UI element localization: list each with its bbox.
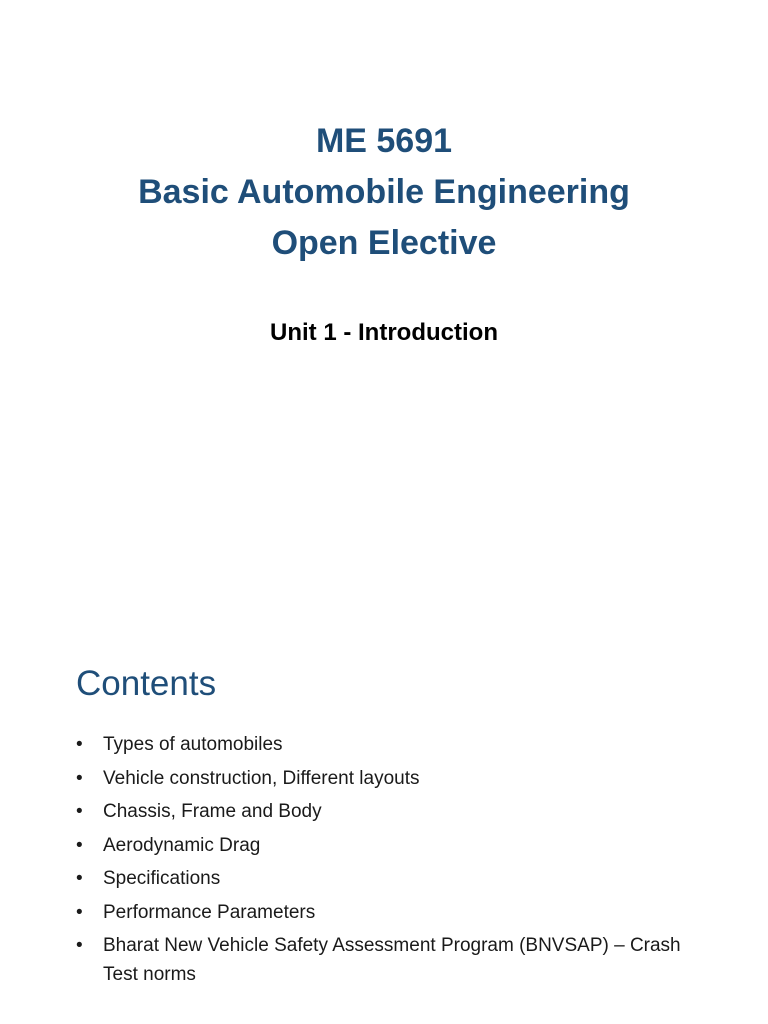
list-item-text: Aerodynamic Drag xyxy=(103,834,261,856)
contents-slide xyxy=(0,620,768,1024)
bullet-icon: • xyxy=(76,935,83,956)
list-item-text: Performance Parameters xyxy=(103,901,316,923)
list-item-text: Vehicle construction, Different layouts xyxy=(103,767,420,789)
bullet-icon: • xyxy=(76,767,83,789)
list-item-text: Types of automobiles xyxy=(103,734,283,755)
list-item xyxy=(76,797,716,826)
contents-list xyxy=(76,730,716,994)
slide-title xyxy=(0,116,768,269)
bullet-icon: • xyxy=(76,901,83,923)
list-item xyxy=(76,898,716,927)
slide-subtitle: Unit 1 - Introduction xyxy=(270,319,498,346)
contents-heading: Contents xyxy=(76,664,217,703)
course-code: ME 5691 xyxy=(315,122,453,160)
course-type: Open Elective xyxy=(271,224,497,262)
course-name: Basic Automobile Engineering xyxy=(138,173,630,211)
list-item-text: Chassis, Frame and Body xyxy=(103,801,322,822)
list-item xyxy=(76,831,716,860)
list-item xyxy=(76,864,716,893)
bullet-icon: • xyxy=(76,801,83,822)
bullet-icon: • xyxy=(76,834,83,856)
list-item xyxy=(76,730,716,759)
list-item-text: Specifications xyxy=(103,868,221,889)
list-item xyxy=(76,931,716,989)
list-item xyxy=(76,764,716,793)
bullet-icon: • xyxy=(76,868,83,889)
list-item-text: Bharat New Vehicle Safety Assessment Program (BNVSAP) – Crash Test norms xyxy=(103,935,681,985)
bullet-icon: • xyxy=(76,734,83,755)
